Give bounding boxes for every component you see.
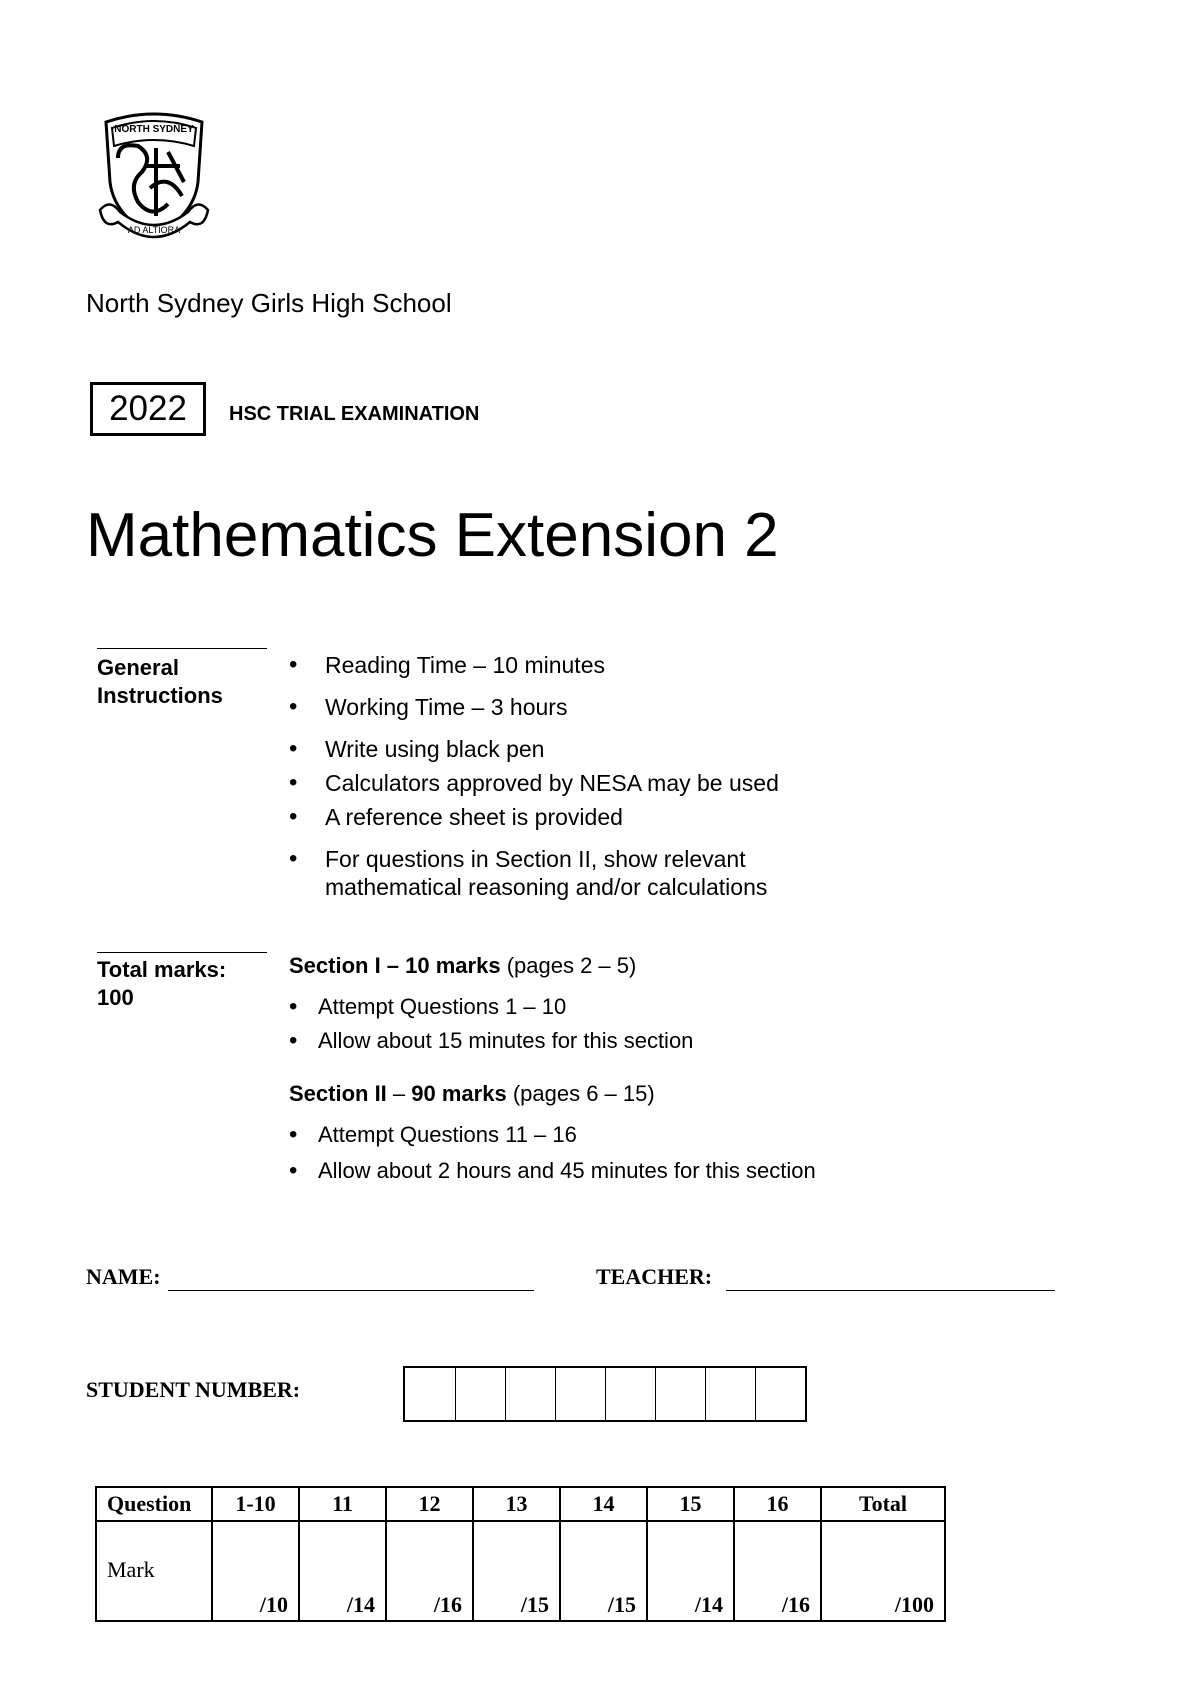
crest-motto-bottom: AD ALTIORA	[127, 225, 181, 235]
subject-title: Mathematics Extension 2	[86, 501, 779, 570]
label-line-2: Instructions	[97, 683, 223, 708]
mark-cell[interactable]: /15	[560, 1521, 647, 1621]
section-2-dash: –	[386, 1081, 412, 1106]
question-header-cell: 11	[299, 1487, 386, 1521]
name-label: NAME:	[86, 1264, 161, 1289]
mark-cell[interactable]: /15	[473, 1521, 560, 1621]
section-2-marks: 90 marks	[411, 1081, 507, 1106]
list-item: • Attempt Questions 1 – 10	[289, 993, 693, 1021]
name-field[interactable]	[168, 1290, 534, 1291]
school-name: North Sydney Girls High School	[86, 288, 452, 318]
total-marks-value: 100	[97, 985, 134, 1010]
section-2-list	[289, 1121, 816, 1185]
list-item: • Working Time – 3 hours	[289, 693, 909, 721]
marks-table	[95, 1486, 946, 1622]
mark-cell[interactable]: /10	[212, 1521, 299, 1621]
total-marks-text: Total marks:	[97, 957, 227, 982]
section-1-heading	[289, 953, 636, 979]
mark-cell[interactable]: /14	[647, 1521, 734, 1621]
exam-year: 2022	[90, 382, 206, 436]
student-number-label: STUDENT NUMBER:	[86, 1377, 301, 1402]
list-item: • Allow about 2 hours and 45 minutes for this section	[289, 1157, 816, 1185]
section-2-pages: (pages 6 – 15)	[512, 1081, 655, 1106]
student-number-box[interactable]	[655, 1368, 705, 1420]
student-number-box[interactable]	[405, 1368, 455, 1420]
mark-cell[interactable]: /14	[299, 1521, 386, 1621]
mark-row	[96, 1521, 945, 1621]
label-line-1: General	[97, 655, 179, 680]
question-header-cell: 15	[647, 1487, 734, 1521]
instructions-list	[289, 651, 909, 901]
student-number-box[interactable]	[605, 1368, 655, 1420]
list-item: • Reading Time – 10 minutes	[289, 651, 909, 679]
student-number-boxes	[403, 1366, 807, 1422]
section-1-list	[289, 993, 693, 1055]
mark-row-label: Mark	[96, 1521, 212, 1621]
question-header-cell: 1-10	[212, 1487, 299, 1521]
total-marks-label	[97, 956, 226, 1012]
list-item: • Write using black pen	[289, 735, 909, 763]
teacher-label: TEACHER:	[596, 1264, 713, 1289]
question-header-cell: 16	[734, 1487, 821, 1521]
question-header-cell: 13	[473, 1487, 560, 1521]
question-header-cell: Total	[821, 1487, 945, 1521]
list-item: • Calculators approved by NESA may be used	[289, 769, 909, 797]
list-item: • Allow about 15 minutes for this section	[289, 1027, 693, 1055]
list-item: • A reference sheet is provided	[289, 803, 909, 831]
teacher-field[interactable]	[726, 1290, 1055, 1291]
section-1-title: Section I – 10 marks	[289, 953, 501, 978]
exam-type: HSC TRIAL EXAMINATION	[229, 403, 480, 425]
school-crest-icon	[98, 112, 210, 254]
mark-cell[interactable]: /16	[386, 1521, 473, 1621]
total-marks-rule	[97, 952, 267, 953]
question-row	[96, 1487, 945, 1521]
list-item: • For questions in Section II, show relevant mathematical reasoning and/or calculations	[289, 845, 845, 901]
student-number-box[interactable]	[755, 1368, 805, 1420]
section-2-prefix: Section II	[289, 1081, 387, 1106]
instructions-rule	[97, 648, 267, 649]
student-number-box[interactable]	[455, 1368, 505, 1420]
mark-cell[interactable]: /16	[734, 1521, 821, 1621]
list-item: • Attempt Questions 11 – 16	[289, 1121, 816, 1149]
question-header-cell: 14	[560, 1487, 647, 1521]
student-number-box[interactable]	[555, 1368, 605, 1420]
section-2-heading	[289, 1081, 655, 1107]
section-1-pages: (pages 2 – 5)	[506, 953, 637, 978]
general-instructions-label	[97, 654, 223, 710]
question-row-label: Question	[96, 1487, 212, 1521]
student-number-box[interactable]	[505, 1368, 555, 1420]
student-number-box[interactable]	[705, 1368, 755, 1420]
mark-cell[interactable]: /100	[821, 1521, 945, 1621]
crest-motto-top: NORTH SYDNEY	[114, 124, 194, 135]
question-header-cell: 12	[386, 1487, 473, 1521]
